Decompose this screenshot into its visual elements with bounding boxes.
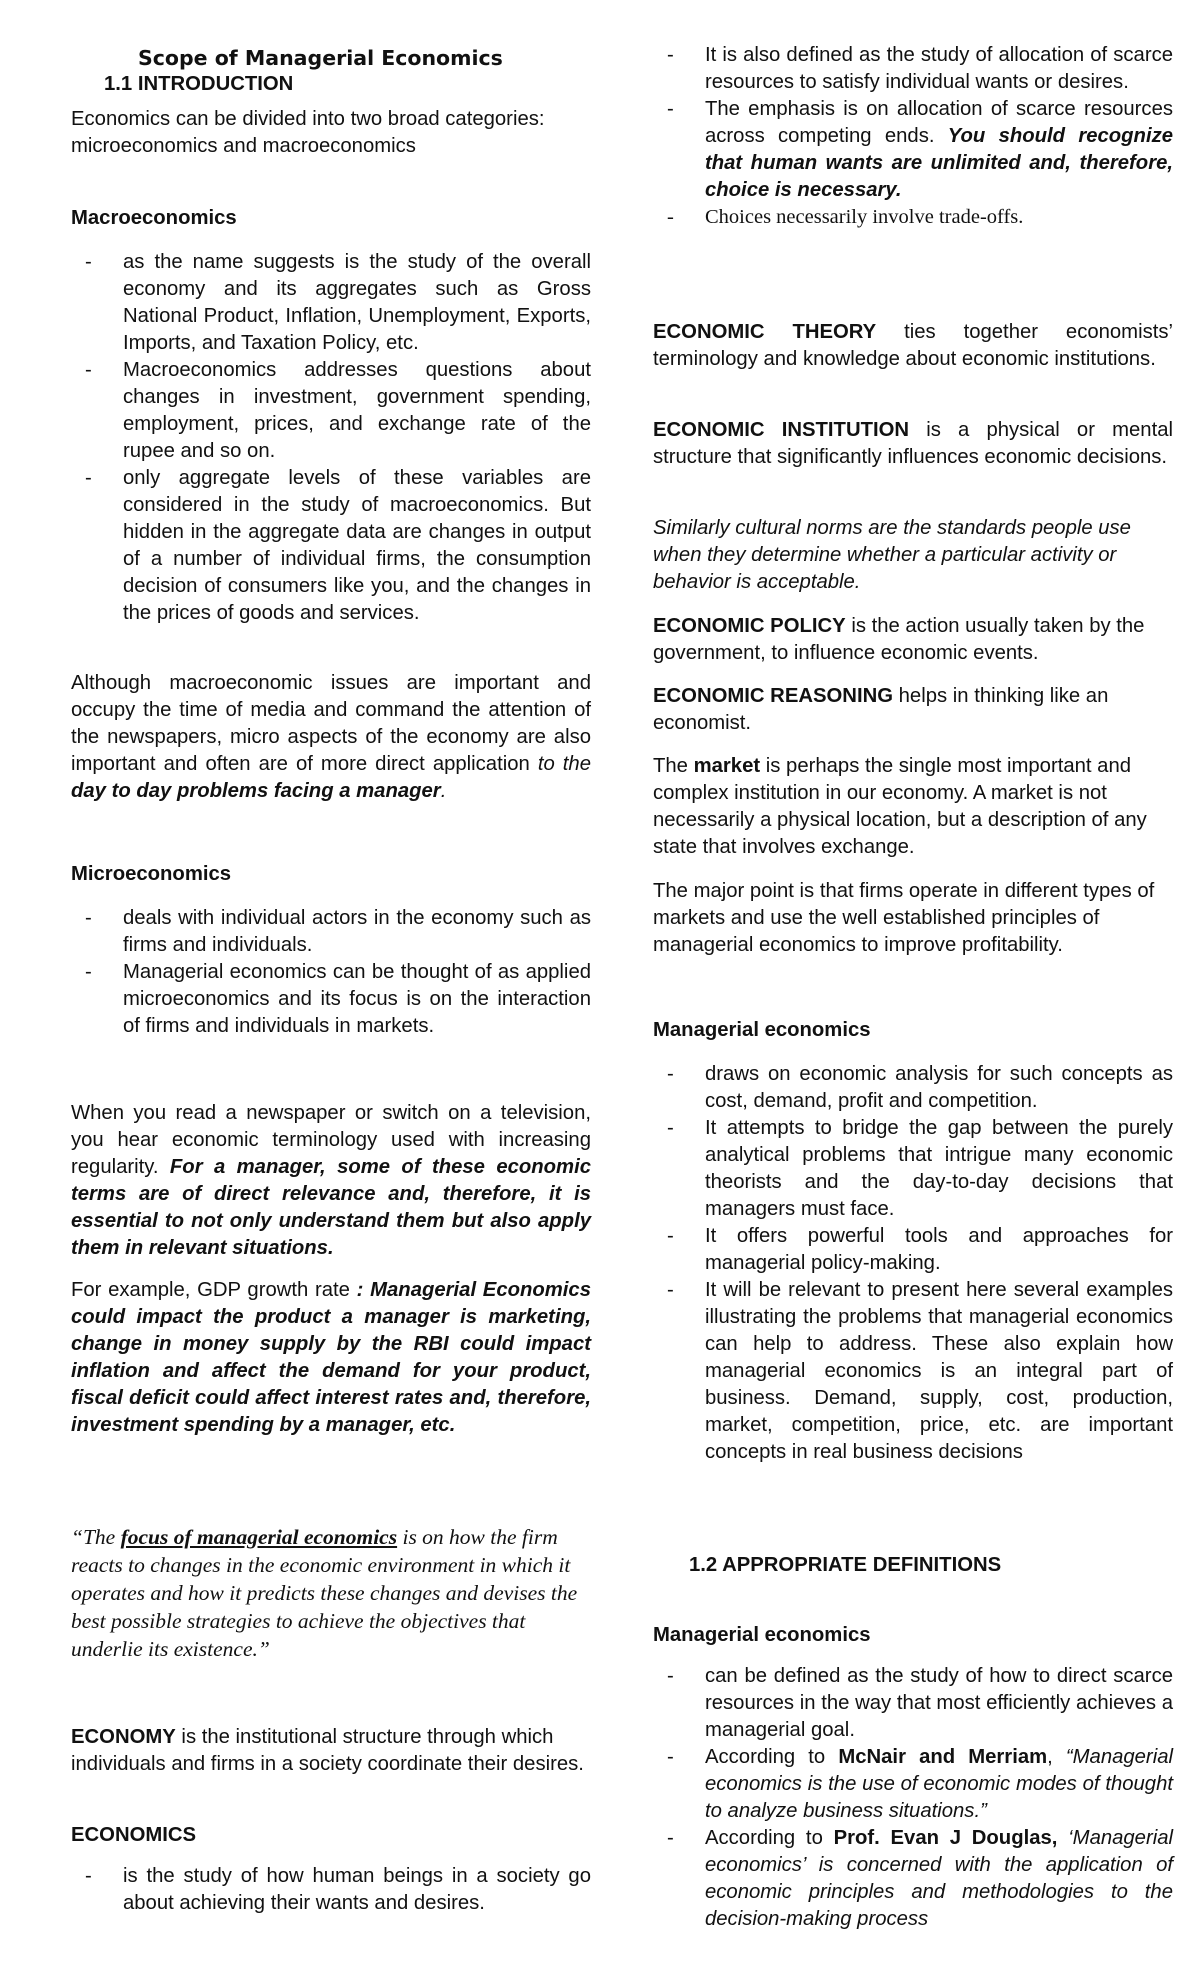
economics-item — [653, 96, 1173, 204]
quote-post: is on how the firm reacts to changes in the economic environment in which it operates and how it predicts these changes and devises the best possible strategies to achieve the objectives that underlie its existence.” — [71, 1525, 578, 1661]
news-bold: For a manager, some of these economic terms are of direct relevance and, therefore, it is essential to not only understand them but also apply them in relevant situations. — [71, 1156, 591, 1259]
policy-text: is the action usually taken by the government, to influence economic events. — [653, 615, 1145, 664]
policy-term: ECONOMIC POLICY — [653, 615, 846, 637]
example-bold: : Managerial Economics could impact the product a manager is marketing, change in money supply by the RBI could impact inflation and affect the demand for your product, fiscal deficit could affect interest rates and, therefore, investment spending by a manager, etc. — [71, 1279, 591, 1436]
economics-item: - is the study of how human beings in a society go about achieving their wants and desires. — [71, 1863, 591, 1917]
economy-term: ECONOMY — [71, 1726, 176, 1748]
managerial-item: - It will be relevant to present here several examples illustrating the problems that managerial economics can help to address. These also explain how managerial economics is an integral part of business. Demand, supply, cost, production, market, competition, price, etc. are important concepts in real business decisions — [653, 1277, 1173, 1466]
def3-pre: According to — [705, 1827, 834, 1849]
economy-text: is the institutional structure through which individuals and firms in a society coordinate their desires. — [71, 1726, 584, 1775]
managerial-item: - draws on economic analysis for such concepts as cost, demand, profit and competition. — [653, 1061, 1173, 1115]
micro-item: - deals with individual actors in the economy such as firms and individuals. — [71, 905, 591, 959]
def2-pre: According to — [705, 1746, 839, 1768]
market-paragraph — [653, 753, 1173, 861]
policy-paragraph — [653, 613, 1173, 667]
micro-heading: Microeconomics — [71, 863, 232, 885]
managerial-heading: Managerial economics — [653, 1019, 871, 1041]
macro-item: - Macroeconomics addresses questions about changes in investment, government spending, employment, prices, and exchange rate of the rupee and so on. — [71, 357, 591, 465]
emphasis-text: The emphasis is on allocation of scarce resources across competing ends. — [705, 98, 1173, 147]
def2-name: McNair and Merriam — [838, 1746, 1048, 1768]
economics-heading: ECONOMICS — [71, 1824, 197, 1846]
example-paragraph — [71, 1277, 591, 1439]
macro-list — [71, 249, 591, 627]
managerial-list — [653, 1061, 1173, 1466]
emphasis-bold: You should recognize that human wants are unlimited and, therefore, choice is necessary. — [705, 125, 1173, 201]
although-italic: to the — [537, 753, 591, 775]
def2-sep: , — [1047, 1746, 1066, 1768]
news-text: When you read a newspaper or switch on a television, you hear economic terminology used with increasing regularity. — [71, 1102, 591, 1178]
choices-item: - Choices necessarily involve trade-offs. — [653, 204, 1173, 231]
theory-text: ties together economists’ terminology and knowledge about economic institutions. — [653, 321, 1173, 370]
although-paragraph — [71, 670, 591, 805]
major-paragraph: The major point is that firms operate in different types of markets and use the well established principles of managerial economics to improve profitability. — [653, 880, 1155, 956]
quote-pre: “The — [71, 1525, 121, 1549]
reasoning-paragraph — [653, 683, 1173, 737]
quote-bold: focus of managerial economics — [120, 1525, 398, 1549]
although-bold: day to day problems facing a manager — [71, 780, 441, 802]
reasoning-term: ECONOMIC REASONING — [653, 685, 894, 707]
macro-heading: Macroeconomics — [71, 207, 237, 229]
institution-text: is a physical or mental structure that significantly influences economic decisions. — [653, 419, 1173, 468]
micro-list — [71, 905, 591, 1040]
although-text: Although macroeconomic issues are important and occupy the time of media and command the attention of the newspapers, micro aspects of the economy are also important and often are of more direct application — [71, 672, 591, 775]
managerial-item: - It attempts to bridge the gap between the purely analytical problems that intrigue many economic theorists and the day-to-day decisions that managers must face. — [653, 1115, 1173, 1223]
theory-paragraph — [653, 319, 1173, 373]
def3-quote: ‘Managerial economics’ is concerned with the application of economic principles and methodologies to the decision-making process — [705, 1827, 1174, 1930]
intro-heading: 1.1 INTRODUCTION — [104, 73, 294, 95]
economics-item: - It is also defined as the study of allocation of scarce resources to satisfy individual wants or desires. — [653, 42, 1173, 96]
reasoning-text: helps in thinking like an economist. — [653, 685, 1109, 734]
def2-quote: “Managerial economics is the use of economic modes of thought to analyze business situations.” — [705, 1746, 1173, 1822]
definition-item — [653, 1825, 1173, 1933]
micro-item: - Managerial economics can be thought of as applied microeconomics and its focus is on the interaction of firms and individuals in markets. — [71, 959, 591, 1040]
market-term: market — [693, 755, 761, 777]
economy-paragraph — [71, 1724, 591, 1778]
definitions-heading: 1.2 APPROPRIATE DEFINITIONS — [689, 1554, 1002, 1576]
intro-text: Economics can be divided into two broad categories: microeconomics and macroeconomics — [71, 108, 545, 157]
managerial-heading-2: Managerial economics — [653, 1624, 871, 1646]
theory-term: ECONOMIC THEORY — [653, 321, 877, 343]
macro-item: - only aggregate levels of these variables are considered in the study of macroeconomics. But hidden in the aggregate data are changes in output of a number of individual firms, the consumption decision of consumers like you, and the changes in the prices of goods and services. — [71, 465, 591, 627]
document-title: Scope of Managerial Economics — [138, 46, 503, 70]
economics-cont-list — [653, 42, 1173, 231]
example-text: For example, GDP growth rate — [71, 1279, 357, 1301]
although-end: . — [440, 780, 447, 802]
macro-item: - as the name suggests is the study of the overall economy and its aggregates such as Gross National Product, Inflation, Unemployment, Exports, Imports, and Taxation Policy, etc. — [71, 249, 591, 357]
institution-paragraph — [653, 417, 1173, 471]
def3-name: Prof. Evan J Douglas, — [833, 1827, 1058, 1849]
definitions-list — [653, 1663, 1173, 1933]
focus-quote — [71, 1523, 591, 1663]
managerial-item: - It offers powerful tools and approaches for managerial policy-making. — [653, 1223, 1173, 1277]
cultural-paragraph: Similarly cultural norms are the standards people use when they determine whether a particular activity or behavior is acceptable. — [653, 517, 1131, 593]
economics-list — [71, 1863, 591, 1917]
institution-term: ECONOMIC INSTITUTION — [653, 419, 910, 441]
definition-item: - can be defined as the study of how to direct scarce resources in the way that most efficiently achieves a managerial goal. — [653, 1663, 1173, 1744]
definition-item — [653, 1744, 1173, 1825]
news-paragraph — [71, 1100, 591, 1262]
market-pre: The — [653, 755, 694, 777]
market-text: is perhaps the single most important and complex institution in our economy. A market is not necessarily a physical location, but a description of any state that involves exchange. — [653, 755, 1147, 858]
